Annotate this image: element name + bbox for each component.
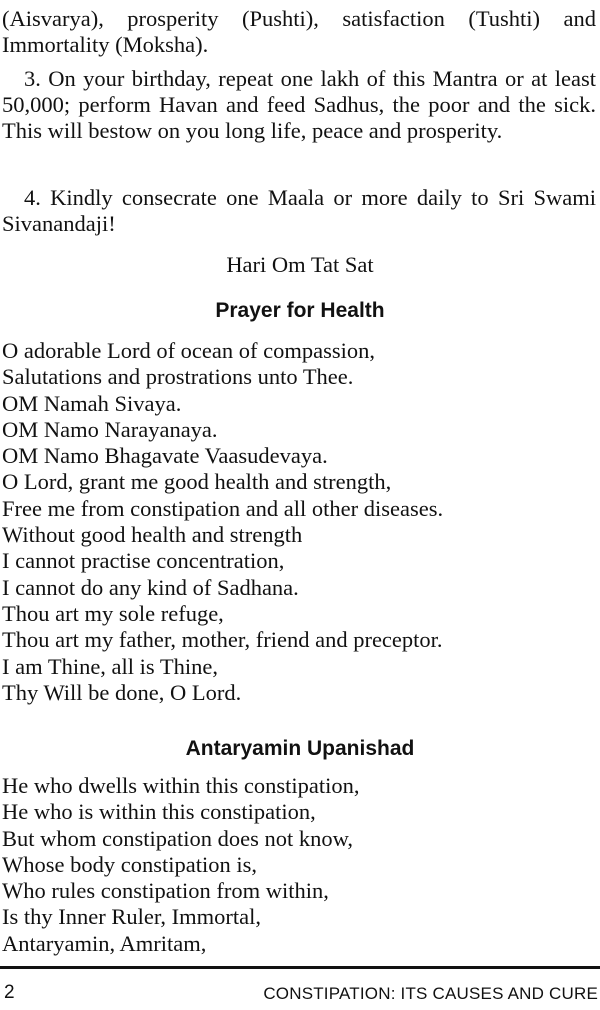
antaryamin-heading: Antaryamin Upanishad	[185, 737, 415, 760]
verse-line: Thou art my father, mother, friend and preceptor.	[2, 627, 443, 653]
verse-line: Without good health and strength	[2, 522, 303, 548]
verse-line: O Lord, grant me good health and strength,	[2, 469, 392, 495]
paragraph-4: 4. Kindly consecrate one Maala or more daily to Sri Swami Sivanandaji!	[2, 185, 596, 236]
verse-line: Is thy Inner Ruler, Immortal,	[2, 904, 262, 930]
verse-line: O adorable Lord of ocean of compassion,	[2, 338, 375, 363]
paragraph-continued: (Aisvarya), prosperity (Pushti), satisfaction (Tushti) and Immortality (Moksha).	[2, 6, 596, 57]
verse-line: He who dwells within this constipation,	[2, 773, 360, 798]
verse-line: Free me from constipation and all other diseases.	[2, 495, 444, 521]
verse-line: But whom constipation does not know,	[2, 825, 354, 851]
verse-line: He who is within this constipation,	[2, 799, 316, 825]
verse-line: I cannot practise concentration,	[2, 548, 285, 574]
verse-line: I am Thine, all is Thine,	[2, 653, 219, 679]
verse-line: Thou art my sole refuge,	[2, 600, 224, 626]
closing-line: Hari Om Tat Sat	[226, 252, 374, 277]
verse-line: OM Namah Sivaya.	[2, 390, 182, 416]
running-title: CONSTIPATION: ITS CAUSES AND CURE	[263, 984, 598, 1003]
page-number: 2	[4, 982, 15, 1003]
prayer-verse	[2, 338, 443, 706]
verse-line: Salutations and prostrations unto Thee.	[2, 364, 354, 390]
verse-line: OM Namo Bhagavate Vaasudevaya.	[2, 443, 328, 469]
verse-line: OM Namo Narayanaya.	[2, 416, 218, 442]
antaryamin-verse	[2, 773, 359, 957]
verse-line: Antaryamin, Amritam,	[2, 930, 207, 956]
prayer-heading: Prayer for Health	[215, 299, 385, 322]
verse-line: Thy Will be done, O Lord.	[2, 679, 242, 705]
verse-line: Who rules constipation from within,	[2, 878, 329, 904]
paragraph-3: 3. On your birthday, repeat one lakh of this Mantra or at least 50,000; perform Havan and feed Sadhus, the poor and the sick. This will bestow on you long life, peace and prosperity.	[2, 66, 596, 143]
verse-line: I cannot do any kind of Sadhana.	[2, 574, 299, 600]
footer-rule	[0, 966, 600, 969]
verse-line: Whose body constipation is,	[2, 851, 257, 877]
